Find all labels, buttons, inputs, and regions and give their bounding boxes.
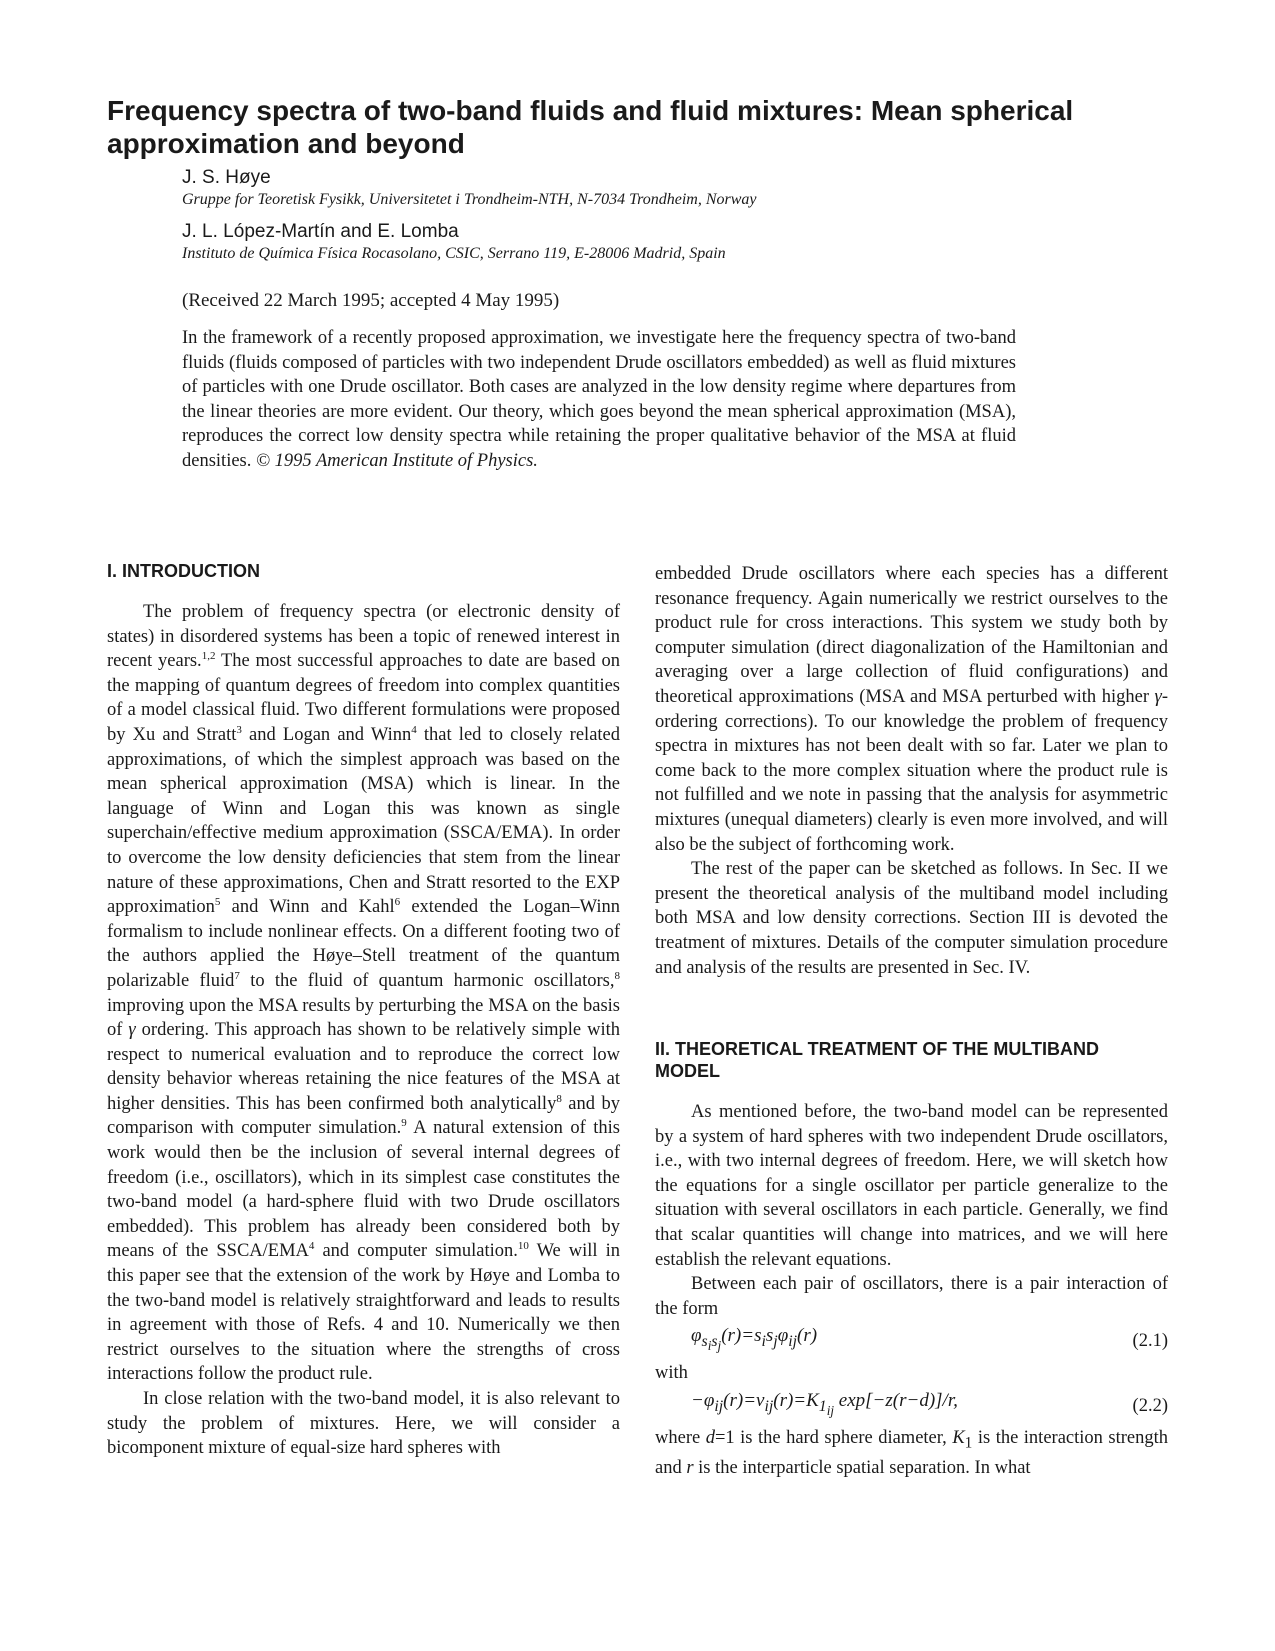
author-names: J. S. Høye [182, 167, 271, 188]
citation[interactable]: 4 [308, 1240, 315, 1253]
citation[interactable]: 9 [401, 1117, 407, 1130]
theory-paragraph-2: Between each pair of oscillators, there is a pair interaction of the form [655, 1274, 1168, 1319]
equation-expression: $-\varphi_{ij}(r)=v_{ij}(r)=K_{1_{ij}}$ exp[−z(r−d)]/r, [691, 1389, 958, 1418]
citation[interactable]: 8 [614, 969, 620, 982]
received-date: (Received 22 March 1995; accepted 4 May 1995) [182, 290, 560, 311]
intro-paragraph-3: The rest of the paper can be sketched as follows. In Sec. II we present the theoretical analysis of the multiband model including both MSA and low density corrections. Section III is devoted the treatment of mixtures. Details of the computer simulation procedure and analysis of the results are presented in Sec. IV. [655, 859, 1168, 978]
citation[interactable]: 4 [411, 723, 417, 736]
citation[interactable]: 10 [517, 1240, 529, 1253]
with-label: with [655, 1363, 688, 1384]
author-block-1 [182, 166, 1082, 210]
intro-paragraph-2: In close relation with the two-band model, it is also relevant to study the problem of mixtures. Here, we will consider a bicomponent mixture of equal-size hard spheres with [107, 1389, 620, 1459]
equation-2-1 [655, 1321, 1168, 1361]
abstract [182, 326, 1016, 474]
section-heading-theory: II. THEORETICAL TREATMENT OF THE MULTIBAND MODEL [655, 1039, 1099, 1082]
author-affiliation: Instituto de Química Física Rocasolano, CSIC, Serrano 119, E-28006 Madrid, Spain [182, 245, 726, 262]
abstract-text: In the framework of a recently proposed approximation, we investigate here the frequency spectra of two-band fluids (fluids composed of particles with two independent Drude oscillators embedded) as well as fluid mixtures of particles with one Drude oscillator. Both cases are analyzed in the low density regime where departures from the linear theories are more evident. Our theory, which goes beyond the mean spherical approximation (MSA), reproduces the correct low density spectra while retaining the proper qualitative behavior of the MSA at fluid densities. [182, 328, 1016, 471]
citation[interactable]: 3 [236, 723, 242, 736]
theory-paragraph-3: where d=1 is the hard sphere diameter, $K_1$ is the interaction strength and r is the interparticle spatial separation. In what [655, 1428, 1168, 1479]
author-block-2 [182, 220, 1082, 264]
citation[interactable]: 1,2 [201, 650, 216, 663]
copyright-notice: © 1995 American Institute of Physics. [256, 450, 538, 471]
citation[interactable]: 7 [234, 969, 240, 982]
theory-paragraph-1: As mentioned before, the two-band model can be represented by a system of hard spheres with two independent Drude oscillators, i.e., with two internal degrees of freedom. Here, we will sketch how the equations for a single oscillator per particle generalize to the situation with several oscillators in each particle. Generally, we find that scalar quantities will change into matrices, and we will here establish the relevant equations. [655, 1102, 1168, 1270]
section-heading-introduction: I. INTRODUCTION [107, 561, 260, 581]
citation[interactable]: 8 [556, 1092, 562, 1105]
author-names: J. L. López-Martín and E. Lomba [182, 221, 459, 242]
citation[interactable]: 5 [214, 895, 221, 908]
citation[interactable]: 6 [394, 895, 401, 908]
equation-expression: $\varphi_{s_is_j}(r)=s_is_j\varphi_{ij}(r)$ [691, 1325, 818, 1354]
paper-title: Frequency spectra of two-band fluids and fluid mixtures: Mean spherical approximation and beyond [107, 95, 1074, 159]
author-affiliation: Gruppe for Teoretisk Fysikk, Universitetet i Trondheim-NTH, N-7034 Trondheim, Norway [182, 191, 757, 208]
intro-paragraph-2-continued: embedded Drude oscillators where each species has a different resonance frequency. Again numerically we restrict ourselves to the product rule for cross interactions. This system we study both by computer simulation (direct diagonalization of the Hamiltonian and averaging over a large collection of fluid configurations) and theoretical approximations (MSA and MSA perturbed with higher γ-ordering corrections). To our knowledge the problem of frequency spectra in mixtures has not been dealt with so far. Later we plan to come back to the more complex situation where the product rule is not fulfilled and we note in passing that the analysis for asymmetric mixtures (unequal diameters) clearly is even more involved, and will also be the subject of forthcoming work. [655, 564, 1168, 855]
equation-number: (2.2) [1132, 1395, 1168, 1416]
equation-2-2 [655, 1386, 1168, 1426]
right-column [655, 562, 1168, 1481]
equation-number: (2.1) [1132, 1331, 1168, 1352]
intro-paragraph-1: The problem of frequency spectra (or electronic density of states) in disordered systems has been a topic of renewed interest in recent years.$^{1,2}$ The most successful approaches to date are based on the mapping of quantum degrees of freedom into complex quantities of a model classical fluid. Two different formulations were proposed by Xu and Stratt$^3$ and Logan and Winn$^4$ that led to closely related approximations, of which the simplest approach was based on the mean spherical approximation (MSA) which is linear. In the language of Winn and Logan this was known as single superchain/effective medium approximation (SSCA/EMA). In order to overcome the low density deficiencies that stem from the linear nature of these approximations, Chen and Stratt resorted to the EXP approximation$^5$ and Winn and Kahl$^6$ extended the Logan–Winn formalism to include nonlinear effects. On a different footing two of the authors applied the Høye–Stell treatment of the quantum polarizable fluid$^7$ to the fluid of quantum harmonic oscillators,$^8$ improving upon the MSA results by perturbing the MSA on the basis of γ ordering. This approach has shown to be relatively simple with respect to numerical evaluation and to reproduce the correct low density behavior whereas retaining the nice features of the MSA at higher densities. This has been confirmed both analytically$^8$ and by comparison with computer simulation.$^9$ A natural extension of this work would then be the inclusion of several internal degrees of freedom (i.e., oscillators), which in its simplest case constitutes the two-band model (a hard-sphere fluid with two Drude oscillators embedded). This problem has already been considered both by means of the SSCA/EMA$^4$ and computer simulation.$^{10}$ We will in this paper see that the extension of the work by Høye and Lomba to the two-band model is relatively straightforward and leads to results in agreement with those of Refs. 4 and 10. Numerically we then restrict ourselves to the situation where the strengths of cross interactions follow the product rule. [107, 602, 621, 1385]
left-column [107, 560, 620, 1461]
